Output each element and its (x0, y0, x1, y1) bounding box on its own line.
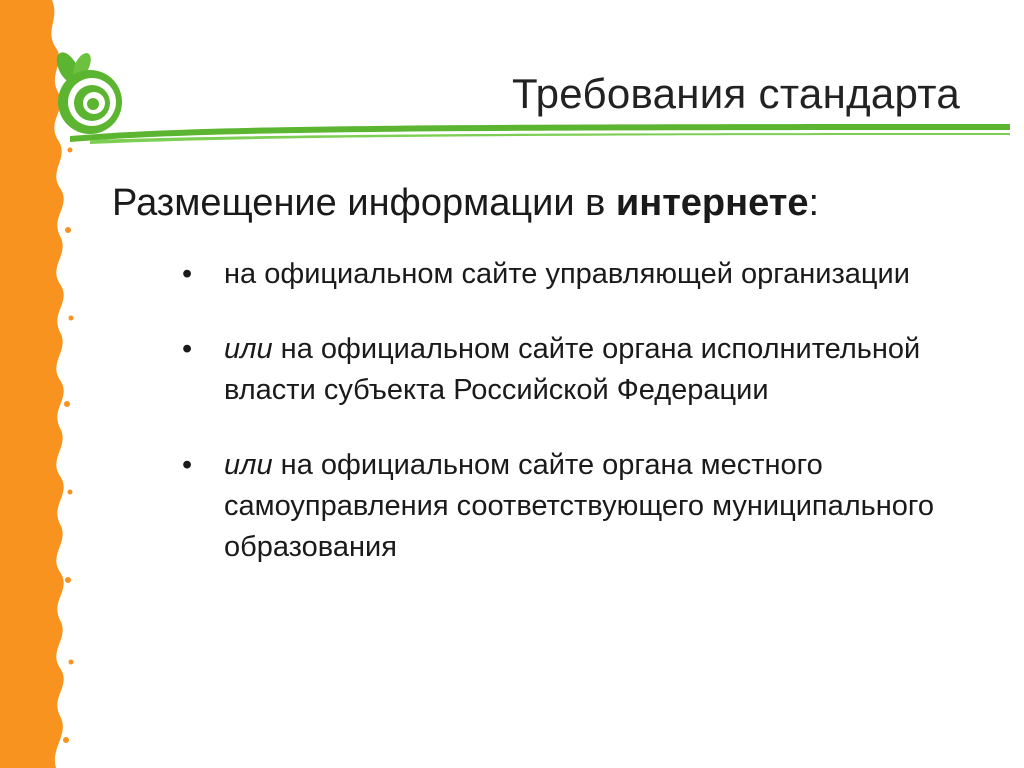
list-item (182, 254, 982, 295)
bullet-icon: • (182, 258, 193, 290)
title-underline (70, 118, 1010, 148)
bullet-text: на официальном сайте органа исполнительной власти субъекта Российской Федерации (224, 333, 921, 406)
list-item (182, 329, 982, 411)
bullet-emphasis: или (224, 449, 273, 481)
bullet-text: на официальном сайте органа местного самоуправления соответствующего муниципального образования (224, 449, 934, 563)
slide-subtitle (112, 182, 819, 225)
bullet-icon: • (182, 333, 193, 365)
bullet-emphasis: или (224, 333, 273, 365)
subtitle-prefix: Размещение информации в (112, 182, 616, 224)
subtitle-bold: интернете (615, 182, 809, 224)
bullet-list (182, 254, 982, 602)
bullet-icon: • (182, 449, 193, 481)
subtitle-suffix: : (808, 182, 820, 224)
slide-title: Требования стандарта (512, 70, 960, 117)
bullet-text: на официальном сайте управляющей организации (224, 258, 910, 290)
list-item (182, 445, 982, 568)
